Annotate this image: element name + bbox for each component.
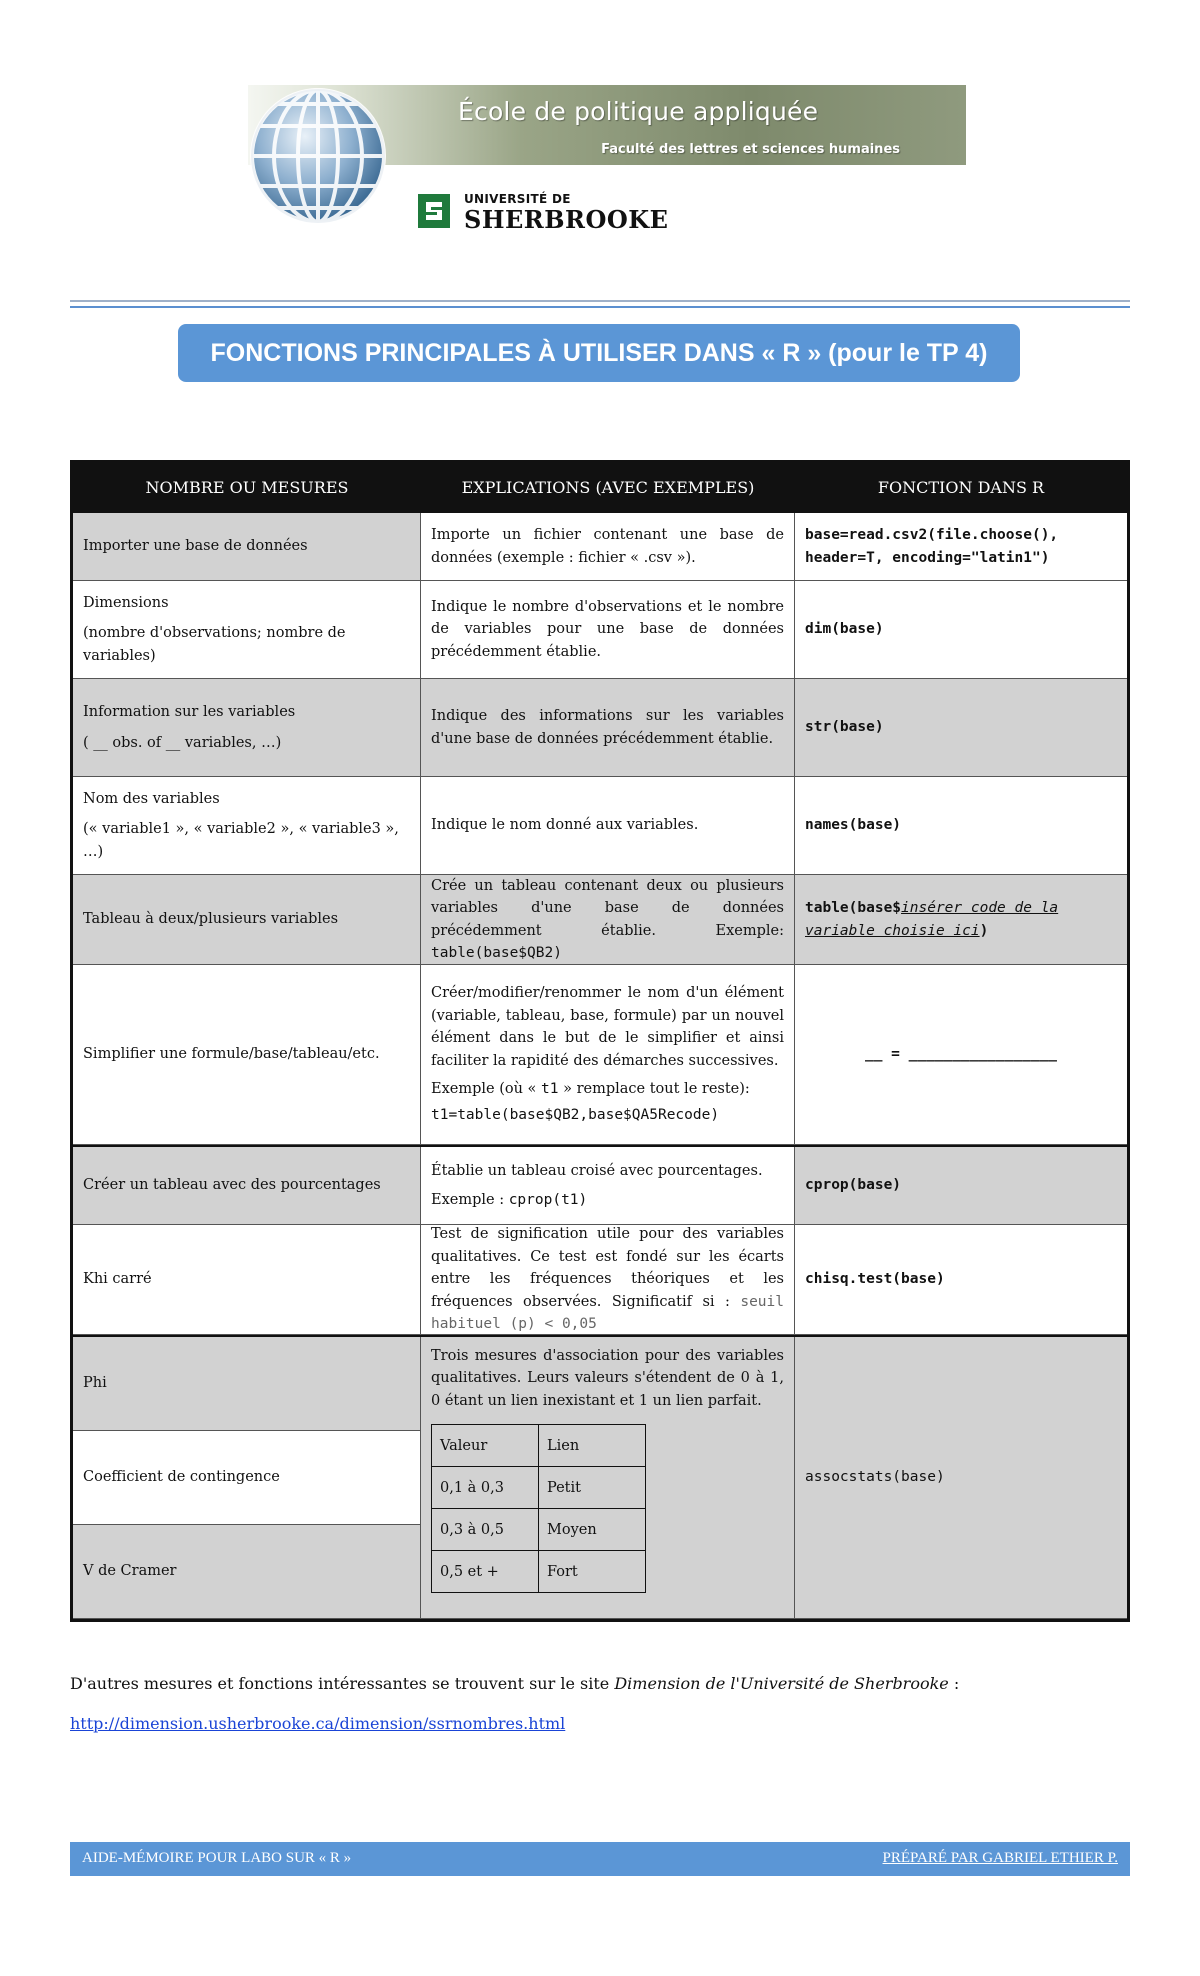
significance-code: seuil habituel (p) < 0,05	[431, 1293, 784, 1333]
more-info-text	[70, 1674, 1130, 1693]
scale-cell: Fort	[539, 1551, 646, 1593]
example-code: table(base$QB2)	[431, 944, 562, 961]
scale-cell: Petit	[539, 1467, 646, 1509]
explanation-text: Test de signification utile pour des variables qualitatives. Ce test est fondé sur les écarts entre les fréquences théoriques et les fréquences observées.	[431, 1226, 784, 1310]
measure-title: Nom des variables	[83, 790, 220, 807]
explanation-cell: Indique le nom donné aux variables.	[421, 777, 795, 875]
measure-subtitle: (nombre d'observations; nombre de variables)	[83, 625, 346, 664]
example-code: cprop(t1)	[508, 1191, 588, 1208]
header-divider	[70, 300, 1130, 308]
scale-cell: 0,5 et +	[432, 1551, 539, 1593]
measure-cell	[73, 777, 421, 875]
header-explanations: EXPLICATIONS (AVEC EXEMPLES)	[421, 463, 795, 513]
explanation-cell	[421, 1147, 795, 1225]
explanation-text: Trois mesures d'association pour des variables qualitatives. Leurs valeurs s'étendent de 0 à 1, 0 étant un lien inexistant et 1 un lien parfait.	[431, 1348, 784, 1409]
example-intro	[431, 1078, 784, 1100]
measure-cell: Coefficient de contingence	[73, 1431, 421, 1525]
function-cell: base=read.csv2(file.choose(), header=T, encoding="latin1")	[795, 513, 1127, 581]
measure-cell	[73, 581, 421, 679]
function-cell: chisq.test(base)	[795, 1225, 1127, 1335]
function-cell: names(base)	[795, 777, 1127, 875]
function-prefix: table(base$	[805, 900, 902, 917]
more-text-b: :	[953, 1674, 960, 1693]
measure-cell: Khi carré	[73, 1225, 421, 1335]
measure-cell: Créer un tableau avec des pourcentages	[73, 1147, 421, 1225]
explanation-cell: Indique le nombre d'observations et le nombre de variables pour une base de données précédemment établie.	[421, 581, 795, 679]
table-row	[73, 777, 1127, 875]
scale-cell: Moyen	[539, 1509, 646, 1551]
university-emblem-icon	[418, 194, 450, 228]
more-text-a: D'autres mesures et fonctions intéressantes se trouvent sur le site	[70, 1674, 610, 1693]
function-cell: dim(base)	[795, 581, 1127, 679]
measure-cell: V de Cramer	[73, 1525, 421, 1619]
scale-row	[432, 1509, 646, 1551]
function-cell: __ = _________________	[795, 965, 1127, 1145]
globe-icon	[248, 86, 388, 226]
header-function: FONCTION DANS R	[795, 463, 1127, 513]
association-scale-table	[431, 1424, 646, 1593]
explanation-cell	[421, 965, 795, 1145]
table-row	[73, 679, 1127, 777]
scale-cell: 0,1 à 0,3	[432, 1467, 539, 1509]
header-measures: NOMBRE OU MESURES	[73, 463, 421, 513]
explanation-cell	[421, 1225, 795, 1335]
table-header-row	[73, 463, 1127, 513]
scale-row	[432, 1467, 646, 1509]
explanation-cell: Importe un fichier contenant une base de données (exemple : fichier « .csv »).	[421, 513, 795, 581]
scale-cell: Valeur	[432, 1425, 539, 1467]
measure-title: Information sur les variables	[83, 704, 296, 721]
table-row	[73, 965, 1127, 1145]
explanation-cell: Indique des informations sur les variables d'une base de données précédemment établie.	[421, 679, 795, 777]
scale-cell: Lien	[539, 1425, 646, 1467]
faculty-name: Faculté des lettres et sciences humaines	[601, 142, 900, 157]
function-cell	[795, 875, 1127, 965]
measure-cell: Importer une base de données	[73, 513, 421, 581]
measure-cell-group	[73, 1337, 421, 1619]
example-label: Exemple :	[431, 1191, 505, 1208]
scale-row	[432, 1425, 646, 1467]
explanation-cell	[421, 1337, 795, 1619]
university-name: SHERBROOKE	[464, 205, 669, 234]
function-cell: str(base)	[795, 679, 1127, 777]
table-row	[73, 513, 1127, 581]
significance-label: Significatif si :	[611, 1293, 730, 1310]
function-cell: assocstats(base)	[795, 1337, 1127, 1619]
measure-cell: Simplifier une formule/base/tableau/etc.	[73, 965, 421, 1145]
footer-author: PRÉPARÉ PAR GABRIEL ETHIER P.	[882, 1850, 1118, 1866]
measure-cell: Tableau à deux/plusieurs variables	[73, 875, 421, 965]
example-intro-a: Exemple (où «	[431, 1080, 537, 1097]
explanation-cell	[421, 875, 795, 965]
measure-subtitle: (« variable1 », « variable2 », « variable3 », …)	[83, 821, 399, 860]
function-cell: cprop(base)	[795, 1147, 1127, 1225]
measure-cell	[73, 679, 421, 777]
footer-left-text: AIDE-MÉMOIRE POUR LABO SUR « R »	[82, 1850, 352, 1866]
scale-cell: 0,3 à 0,5	[432, 1509, 539, 1551]
explanation-text: Crée un tableau contenant deux ou plusieurs variables d'une base de données précédemment établie. Exemple:	[431, 877, 784, 939]
measure-cell: Phi	[73, 1337, 421, 1431]
table-row	[73, 581, 1127, 679]
example-code: t1=table(base$QB2,base$QA5Recode)	[431, 1107, 720, 1124]
functions-table	[70, 460, 1130, 1622]
table-row	[73, 1225, 1127, 1335]
function-placeholder: insérer code de la variable choisie ici	[805, 900, 1059, 939]
scale-row	[432, 1551, 646, 1593]
explanation-text: Établie un tableau croisé avec pourcentages.	[431, 1163, 763, 1180]
table-row	[73, 1147, 1127, 1225]
university-logo	[418, 190, 669, 234]
function-suffix: )	[979, 922, 989, 939]
page-footer	[70, 1842, 1130, 1876]
example-var: t1	[541, 1080, 559, 1097]
site-name: Dimension de l'Université de Sherbrooke	[614, 1674, 949, 1693]
page-title: FONCTIONS PRINCIPALES À UTILISER DANS « R » (pour le TP 4)	[178, 324, 1020, 382]
table-row	[73, 1337, 1127, 1619]
measure-subtitle: ( __ obs. of __ variables, …)	[83, 734, 282, 751]
explanation-text: Créer/modifier/renommer le nom d'un élément (variable, tableau, base, formule) par un nouvel élément dans le but de le simplifier et ainsi faciliter la rapidité des démarches successives.	[431, 985, 784, 1069]
example-intro-b: » remplace tout le reste):	[563, 1080, 750, 1097]
dimension-link[interactable]: http://dimension.usherbrooke.ca/dimension/ssrnombres.html	[70, 1714, 566, 1733]
measure-title: Dimensions	[83, 594, 169, 611]
university-prefix: UNIVERSITÉ DE	[464, 192, 571, 206]
table-row	[73, 875, 1127, 965]
school-name: École de politique appliquée	[458, 97, 819, 126]
